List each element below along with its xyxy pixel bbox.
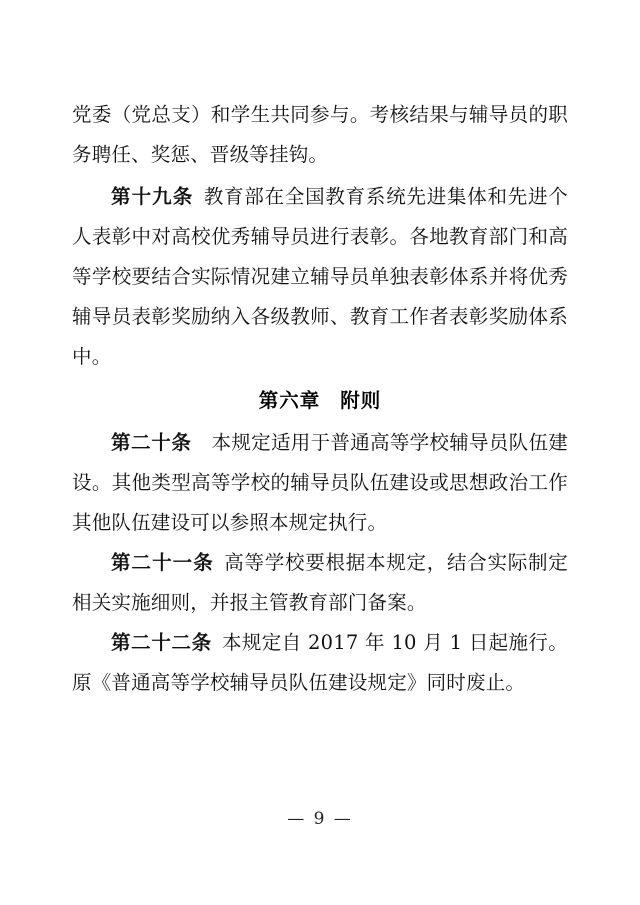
article-twenty-two-label: 第二十二条 bbox=[111, 631, 212, 654]
page-number: — 9 — bbox=[287, 809, 353, 829]
article-twenty-one bbox=[72, 543, 568, 623]
chapter-six-label: 第六章 bbox=[258, 389, 321, 412]
paragraph-continued: 党委（党总支）和学生共同参与。考核结果与辅导员的职务聘任、奖惩、晋级等挂钩。 bbox=[72, 103, 568, 166]
article-twenty-one-label: 第二十一条 bbox=[111, 551, 214, 574]
article-nineteen bbox=[72, 177, 568, 377]
article-twenty-two bbox=[72, 623, 568, 703]
article-nineteen-text: 教育部在全国教育系统先进集体和先进个人表彰中对高校优秀辅导员进行表彰。各地教育部门和高等学校要结合实际情况建立辅导员单独表彰体系并将优秀辅导员表彰奖励纳入各级教师、教育工作者表彰奖励体系中。 bbox=[72, 185, 568, 368]
article-nineteen-label: 第十九条 bbox=[111, 185, 194, 208]
chapter-six-heading bbox=[72, 381, 568, 421]
chapter-six-title: 附则 bbox=[340, 389, 382, 412]
article-twenty-label: 第二十条 bbox=[111, 431, 192, 454]
article-twenty-two-text: 本规定自 2017 年 10 月 1 日起施行。原《普通高等学校辅导员队伍建设规定》同时废止。 bbox=[72, 631, 568, 694]
article-twenty-one-text: 高等学校要根据本规定，结合实际制定相关实施细则，并报主管教育部门备案。 bbox=[72, 551, 568, 614]
article-twenty-text: 本规定适用于普通高等学校辅导员队伍建设。其他类型高等学校的辅导员队伍建设或思想政治工作其他队伍建设可以参照本规定执行。 bbox=[72, 431, 568, 534]
article-twenty bbox=[72, 423, 568, 543]
